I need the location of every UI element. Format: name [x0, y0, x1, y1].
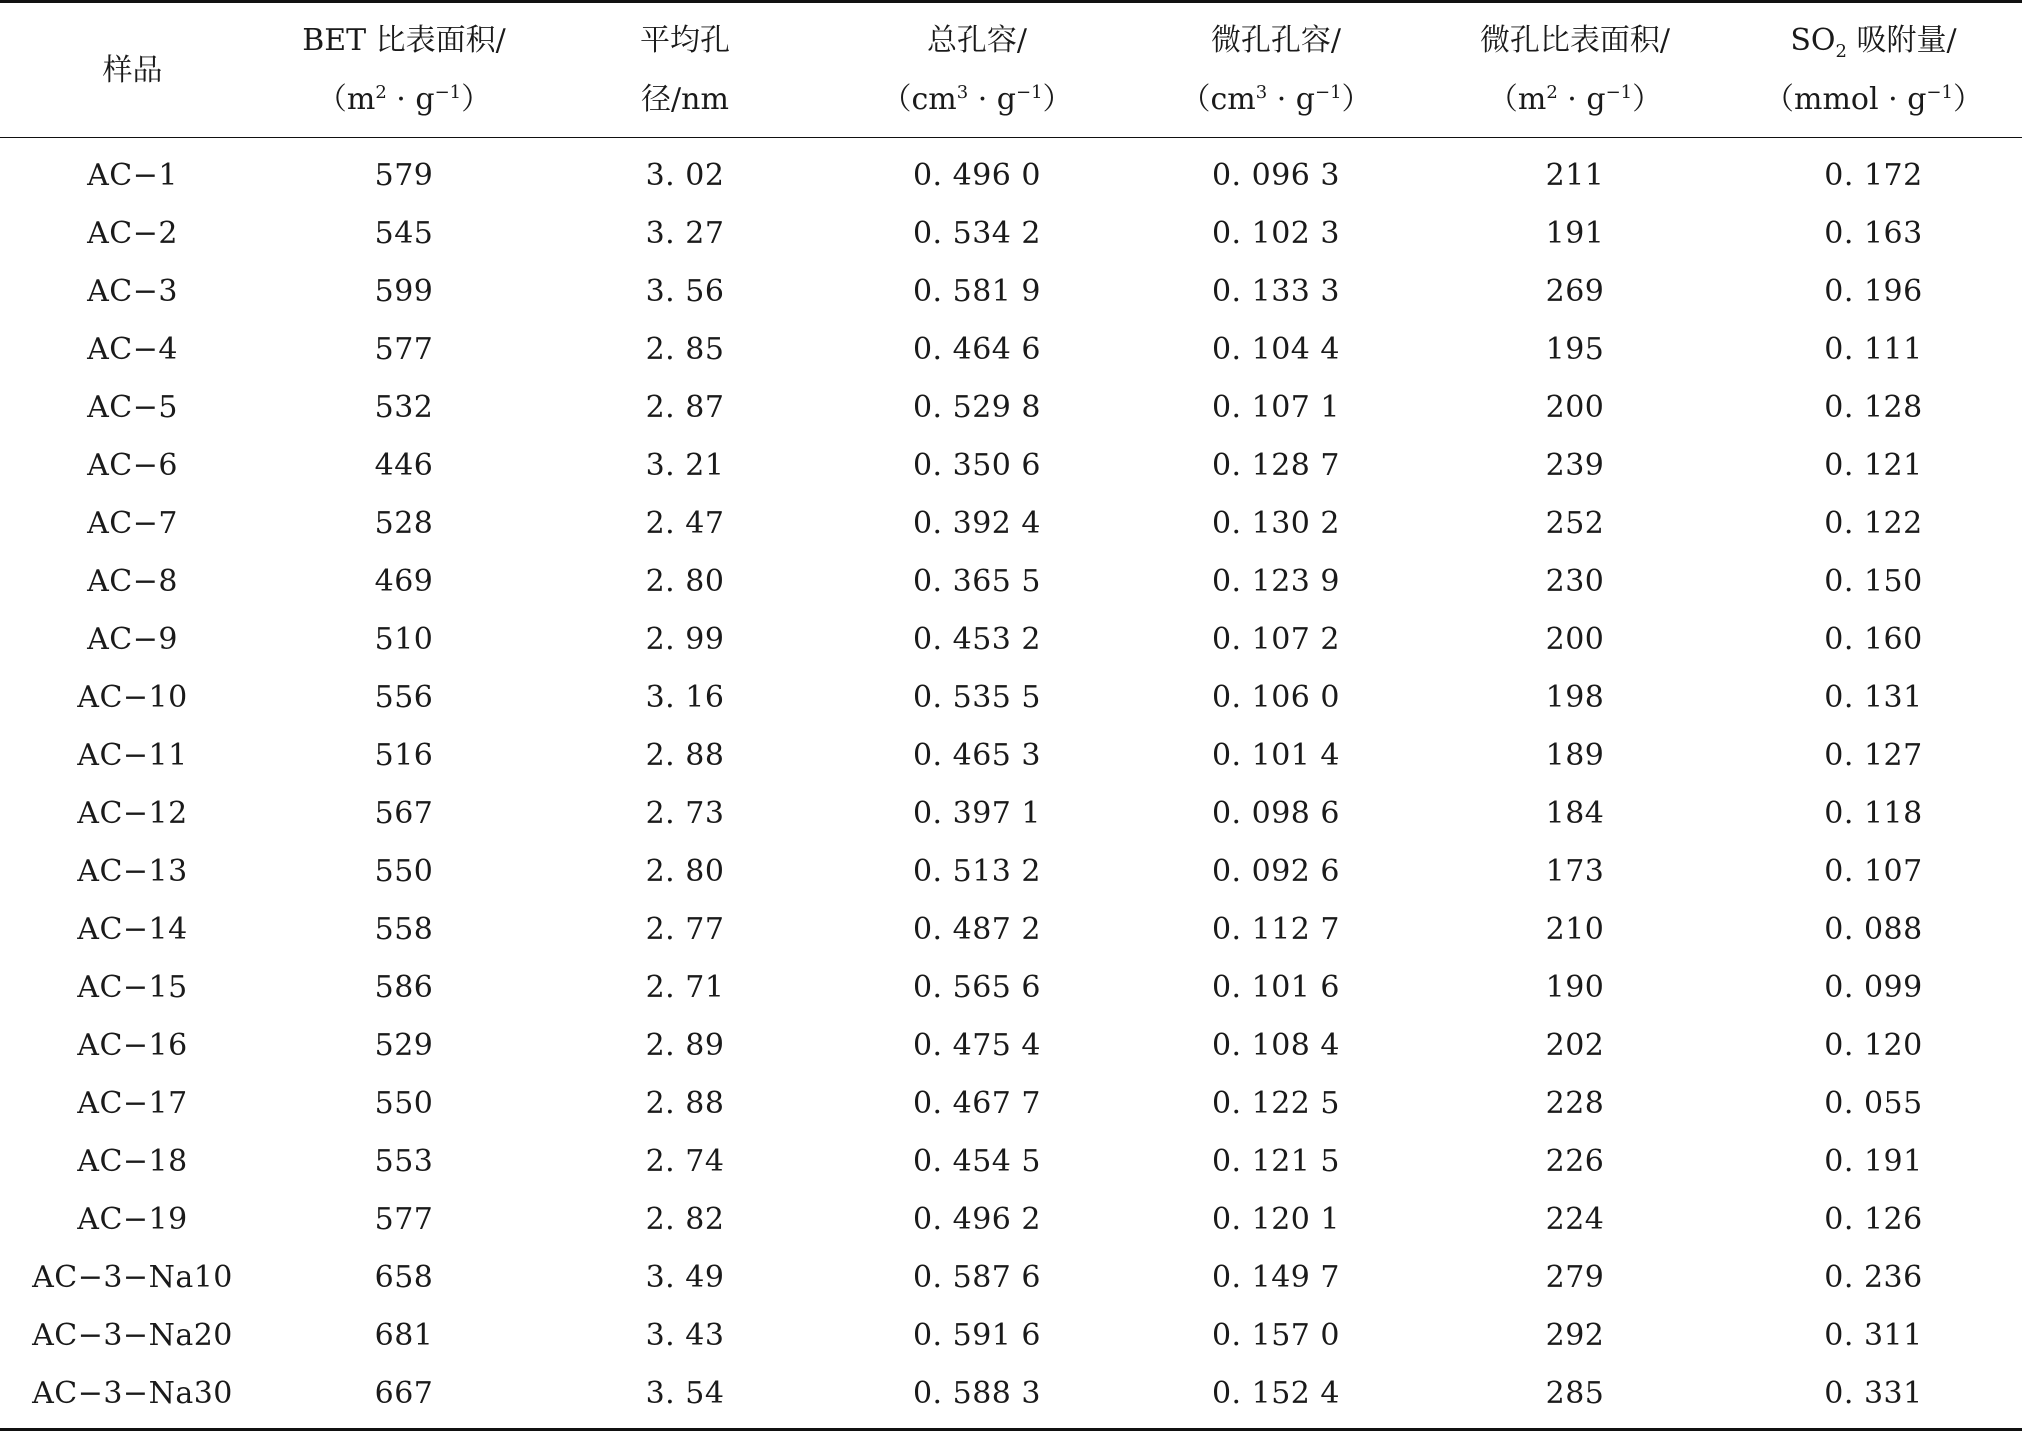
cell-bet-area: 550	[374, 853, 434, 889]
cell-bet-area: 681	[374, 1317, 434, 1353]
cell-micropore-area: 285	[1425, 1364, 1725, 1430]
cell-bet-area: 469	[374, 563, 434, 599]
cell-total-pore-volume: 0. 496 0	[912, 157, 1042, 193]
cell-pore-diameter: 3. 49	[645, 1259, 725, 1295]
cell-total-pore-volume: 0. 397 1	[912, 795, 1042, 831]
cell-so2-adsorption: 0. 120	[1824, 1027, 1923, 1063]
header-total-pore-unit: $(cm^3 \cdot g^{-1})$	[881, 82, 1073, 117]
cell-micropore-area: 230	[1545, 563, 1605, 599]
table-body	[0, 138, 2022, 1430]
cell-micropore-area: 190	[1545, 969, 1605, 1005]
cell-total-pore-volume: 0. 591 6	[912, 1317, 1042, 1353]
cell-total-pore-volume: 0. 392 4	[912, 505, 1042, 541]
cell-pore-diameter: 3. 27	[645, 215, 725, 251]
cell-micropore-volume: 0. 098 6	[1211, 795, 1341, 831]
cell-bet-area: 556	[374, 679, 434, 715]
cell-sample: AC−9	[87, 621, 178, 657]
cell-bet-area: 446	[374, 447, 434, 483]
cell-micropore-area: 198	[1545, 679, 1605, 715]
table-row	[0, 494, 2022, 552]
cell-so2-adsorption: 0. 127	[1824, 737, 1923, 773]
cell-so2-adsorption: 0. 128	[1824, 389, 1923, 425]
cell-sample: AC−15	[77, 969, 188, 1005]
cell-micropore-area: 210	[1545, 911, 1605, 947]
cell-so2-adsorption: 0. 088	[1824, 911, 1923, 947]
cell-micropore-area: 224	[1545, 1201, 1605, 1237]
table-row	[0, 900, 2022, 958]
cell-micropore-area: 202	[1545, 1027, 1605, 1063]
cell-bet-area: 510	[374, 621, 434, 657]
cell-total-pore-volume: 0. 487 2	[912, 911, 1042, 947]
header-so2-unit: （mmol · $g^{-1}$）	[1764, 82, 1983, 117]
table-row	[0, 1074, 2022, 1132]
cell-bet-area: 599	[374, 273, 434, 309]
cell-sample: AC−12	[77, 795, 188, 831]
header-bet-unit: $(m^2 \cdot g^{-1})$	[316, 82, 492, 117]
cell-bet-area: 532	[374, 389, 434, 425]
header-micropore-area: 微孔比表面积/ $(m^2 \cdot g^{-1})$	[1425, 2, 1725, 138]
cell-micropore-area: 195	[1545, 331, 1605, 367]
table-row	[0, 320, 2022, 378]
header-pore-diameter: 平均孔 径/nm	[543, 2, 827, 138]
cell-total-pore-volume: 0. 496 2	[912, 1201, 1042, 1237]
cell-bet-area: 586	[374, 969, 434, 1005]
table-row	[0, 1190, 2022, 1248]
cell-sample: AC−3	[87, 273, 178, 309]
cell-micropore-area: 292	[1545, 1317, 1605, 1353]
cell-micropore-area: 226	[1545, 1143, 1605, 1179]
cell-micropore-area: 173	[1545, 853, 1605, 889]
table-row	[0, 138, 2022, 205]
cell-micropore-volume: 0. 102 3	[1211, 215, 1341, 251]
cell-micropore-area: 279	[1545, 1259, 1605, 1295]
cell-pore-diameter: 2. 80	[645, 853, 725, 889]
cell-sample: AC−8	[87, 563, 178, 599]
cell-sample: AC−11	[77, 737, 188, 773]
cell-so2-adsorption: 0. 122	[1824, 505, 1923, 541]
cell-sample: AC−3−Na10	[32, 1259, 233, 1295]
cell-so2-adsorption: 0. 126	[1824, 1201, 1923, 1237]
table-row	[0, 958, 2022, 1016]
cell-so2-adsorption: 0. 196	[1824, 273, 1923, 309]
cell-so2-adsorption: 0. 331	[1725, 1364, 2022, 1430]
cell-sample: AC−14	[77, 911, 188, 947]
header-sample: 样品	[0, 2, 265, 138]
table-row	[0, 204, 2022, 262]
cell-micropore-volume: 0. 101 4	[1211, 737, 1341, 773]
cell-micropore-area: 211	[1545, 157, 1605, 193]
cell-micropore-area: 200	[1545, 389, 1605, 425]
cell-total-pore-volume: 0. 513 2	[912, 853, 1042, 889]
cell-bet-area: 579	[374, 157, 434, 193]
cell-pore-diameter: 2. 74	[645, 1143, 725, 1179]
header-row	[0, 2, 2022, 138]
cell-bet-area: 528	[374, 505, 434, 541]
table-row	[0, 668, 2022, 726]
cell-so2-adsorption: 0. 111	[1824, 331, 1923, 367]
cell-so2-adsorption: 0. 099	[1824, 969, 1923, 1005]
cell-micropore-volume: 0. 130 2	[1211, 505, 1341, 541]
cell-bet-area: 667	[265, 1364, 543, 1430]
cell-total-pore-volume: 0. 464 6	[912, 331, 1042, 367]
cell-pore-diameter: 2. 85	[645, 331, 725, 367]
cell-pore-diameter: 2. 80	[645, 563, 725, 599]
cell-pore-diameter: 2. 77	[645, 911, 725, 947]
cell-pore-diameter: 2. 82	[645, 1201, 725, 1237]
cell-micropore-volume: 0. 157 0	[1211, 1317, 1341, 1353]
cell-total-pore-volume: 0. 453 2	[912, 621, 1042, 657]
table-row	[0, 378, 2022, 436]
cell-so2-adsorption: 0. 163	[1824, 215, 1923, 251]
cell-micropore-volume: 0. 104 4	[1211, 331, 1341, 367]
cell-sample: AC−7	[87, 505, 178, 541]
cell-sample: AC−1	[87, 157, 178, 193]
cell-micropore-volume: 0. 149 7	[1211, 1259, 1341, 1295]
cell-sample: AC−3−Na20	[32, 1317, 233, 1353]
cell-sample: AC−4	[87, 331, 178, 367]
table-row	[0, 610, 2022, 668]
cell-so2-adsorption: 0. 118	[1824, 795, 1923, 831]
table-row	[0, 726, 2022, 784]
cell-total-pore-volume: 0. 587 6	[912, 1259, 1042, 1295]
cell-total-pore-volume: 0. 565 6	[912, 969, 1042, 1005]
cell-pore-diameter: 3. 16	[645, 679, 725, 715]
cell-bet-area: 553	[374, 1143, 434, 1179]
header-so2-title: $SO_2$ 吸附量/	[1790, 23, 1957, 62]
cell-pore-diameter: 2. 73	[645, 795, 725, 831]
table-row	[0, 1364, 2022, 1430]
cell-sample: AC−18	[77, 1143, 188, 1179]
cell-pore-diameter: 2. 88	[645, 1085, 725, 1121]
cell-micropore-area: 189	[1545, 737, 1605, 773]
cell-pore-diameter: 3. 43	[645, 1317, 725, 1353]
header-micropore-volume-unit: $(cm^3 \cdot g^{-1})$	[1180, 82, 1372, 117]
table-row	[0, 1248, 2022, 1306]
cell-micropore-volume: 0. 123 9	[1211, 563, 1341, 599]
cell-micropore-volume: 0. 112 7	[1211, 911, 1341, 947]
cell-pore-diameter: 2. 88	[645, 737, 725, 773]
cell-micropore-volume: 0. 092 6	[1211, 853, 1341, 889]
cell-total-pore-volume: 0. 588 3	[827, 1364, 1127, 1430]
cell-so2-adsorption: 0. 172	[1824, 157, 1923, 193]
cell-pore-diameter: 2. 89	[645, 1027, 725, 1063]
cell-micropore-area: 269	[1545, 273, 1605, 309]
cell-bet-area: 550	[374, 1085, 434, 1121]
table-row	[0, 552, 2022, 610]
cell-so2-adsorption: 0. 191	[1824, 1143, 1923, 1179]
cell-micropore-volume: 0. 121 5	[1211, 1143, 1341, 1179]
cell-pore-diameter: 3. 02	[645, 157, 725, 193]
cell-so2-adsorption: 0. 121	[1824, 447, 1923, 483]
cell-pore-diameter: 3. 54	[543, 1364, 827, 1430]
table-row	[0, 436, 2022, 494]
cell-micropore-area: 252	[1545, 505, 1605, 541]
cell-total-pore-volume: 0. 467 7	[912, 1085, 1042, 1121]
cell-sample: AC−5	[87, 389, 178, 425]
cell-total-pore-volume: 0. 534 2	[912, 215, 1042, 251]
cell-bet-area: 577	[374, 1201, 434, 1237]
cell-so2-adsorption: 0. 107	[1824, 853, 1923, 889]
cell-total-pore-volume: 0. 475 4	[912, 1027, 1042, 1063]
cell-micropore-volume: 0. 122 5	[1211, 1085, 1341, 1121]
cell-total-pore-volume: 0. 581 9	[912, 273, 1042, 309]
cell-micropore-area: 200	[1545, 621, 1605, 657]
cell-total-pore-volume: 0. 365 5	[912, 563, 1042, 599]
cell-micropore-volume: 0. 101 6	[1211, 969, 1341, 1005]
cell-bet-area: 658	[374, 1259, 434, 1295]
cell-pore-diameter: 2. 87	[645, 389, 725, 425]
cell-sample: AC−10	[77, 679, 188, 715]
cell-bet-area: 516	[374, 737, 434, 773]
cell-bet-area: 567	[374, 795, 434, 831]
cell-so2-adsorption: 0. 311	[1824, 1317, 1923, 1353]
cell-sample: AC−17	[77, 1085, 188, 1121]
cell-micropore-volume: 0. 106 0	[1211, 679, 1341, 715]
table-row	[0, 842, 2022, 900]
cell-sample: AC−19	[77, 1201, 188, 1237]
cell-micropore-volume: 0. 128 7	[1211, 447, 1341, 483]
cell-bet-area: 577	[374, 331, 434, 367]
cell-bet-area: 545	[374, 215, 434, 251]
header-micropore-volume: 微孔孔容/ $(cm^3 \cdot g^{-1})$	[1127, 2, 1425, 138]
header-micropore-area-unit: $(m^2 \cdot g^{-1})$	[1487, 82, 1663, 117]
table-row	[0, 1306, 2022, 1364]
table-row	[0, 1132, 2022, 1190]
cell-sample: AC−6	[87, 447, 178, 483]
cell-micropore-area: 239	[1545, 447, 1605, 483]
cell-micropore-volume: 0. 152 4	[1127, 1364, 1425, 1430]
cell-sample: AC−16	[77, 1027, 188, 1063]
cell-micropore-volume: 0. 107 1	[1211, 389, 1341, 425]
cell-micropore-volume: 0. 108 4	[1211, 1027, 1341, 1063]
cell-micropore-volume: 0. 133 3	[1211, 273, 1341, 309]
table-row	[0, 784, 2022, 842]
cell-micropore-area: 184	[1545, 795, 1605, 831]
cell-sample: AC−3−Na30	[0, 1364, 265, 1430]
header-total-pore-volume: 总孔容/ $(cm^3 \cdot g^{-1})$	[827, 2, 1127, 138]
cell-micropore-volume: 0. 096 3	[1211, 157, 1341, 193]
cell-so2-adsorption: 0. 236	[1824, 1259, 1923, 1295]
cell-bet-area: 558	[374, 911, 434, 947]
cell-micropore-volume: 0. 120 1	[1211, 1201, 1341, 1237]
cell-pore-diameter: 3. 56	[645, 273, 725, 309]
cell-total-pore-volume: 0. 454 5	[912, 1143, 1042, 1179]
cell-sample: AC−2	[87, 215, 178, 251]
cell-so2-adsorption: 0. 150	[1824, 563, 1923, 599]
cell-so2-adsorption: 0. 131	[1824, 679, 1923, 715]
cell-pore-diameter: 3. 21	[645, 447, 725, 483]
cell-so2-adsorption: 0. 160	[1824, 621, 1923, 657]
cell-micropore-area: 228	[1545, 1085, 1605, 1121]
cell-bet-area: 529	[374, 1027, 434, 1063]
table-row	[0, 1016, 2022, 1074]
header-bet: BET 比表面积/ $(m^2 \cdot g^{-1})$	[265, 2, 543, 138]
table-row	[0, 262, 2022, 320]
cell-sample: AC−13	[77, 853, 188, 889]
cell-total-pore-volume: 0. 535 5	[912, 679, 1042, 715]
cell-pore-diameter: 2. 99	[645, 621, 725, 657]
cell-total-pore-volume: 0. 529 8	[912, 389, 1042, 425]
cell-so2-adsorption: 0. 055	[1824, 1085, 1923, 1121]
cell-pore-diameter: 2. 71	[645, 969, 725, 1005]
cell-micropore-area: 191	[1545, 215, 1605, 251]
cell-pore-diameter: 2. 47	[645, 505, 725, 541]
cell-micropore-volume: 0. 107 2	[1211, 621, 1341, 657]
header-so2-adsorption	[1725, 2, 2022, 138]
cell-total-pore-volume: 0. 350 6	[912, 447, 1042, 483]
cell-total-pore-volume: 0. 465 3	[912, 737, 1042, 773]
